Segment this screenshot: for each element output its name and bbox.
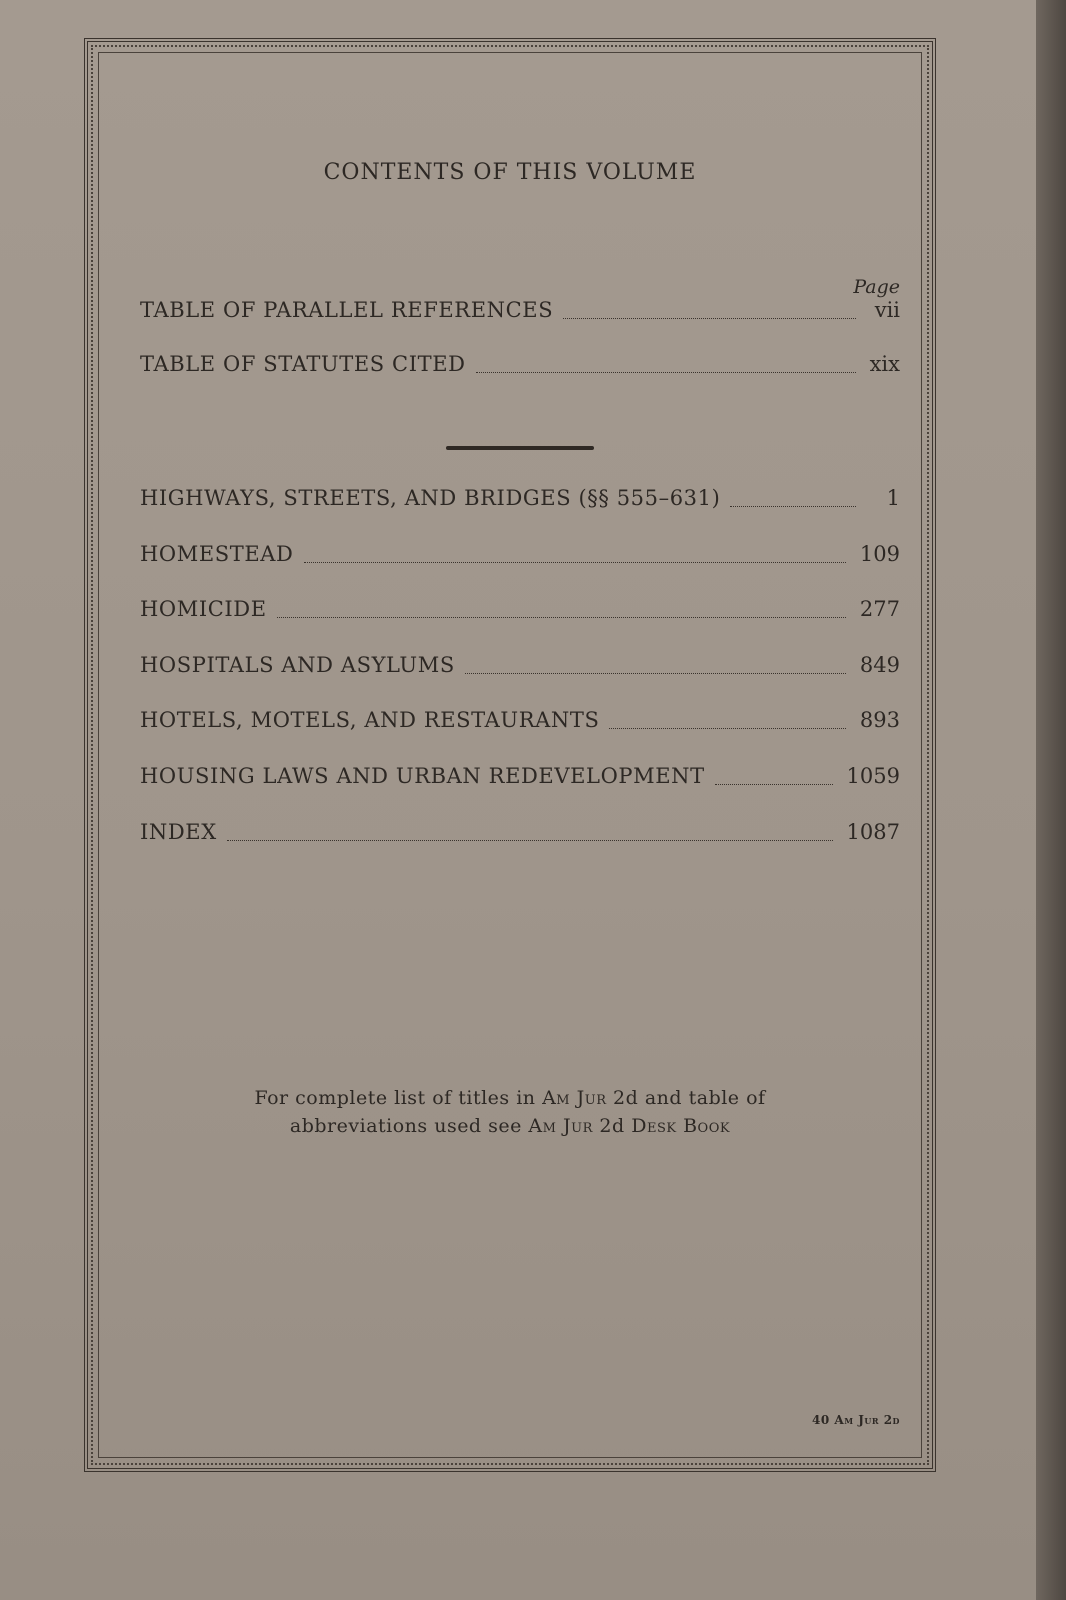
page-column-header: Page <box>853 276 900 298</box>
toc-entry-page: 1059 <box>846 764 900 788</box>
dot-leader <box>730 505 856 507</box>
note-text: abbreviations used see <box>289 1115 522 1137</box>
toc-entry-page: 109 <box>859 542 900 566</box>
toc-entry-label: HOMICIDE <box>140 597 267 621</box>
toc-entry <box>140 352 900 382</box>
toc-entry-label: HOUSING LAWS AND URBAN REDEVELOPMENT <box>140 764 705 788</box>
section-divider-rule <box>446 446 594 450</box>
toc-entry-page: 277 <box>859 597 900 621</box>
toc-entry-page: xix <box>869 352 900 376</box>
toc-entry <box>140 597 900 627</box>
toc-entry-label: HIGHWAYS, STREETS, AND BRIDGES (§§ 555–631) <box>140 486 721 510</box>
toc-entry-page: 893 <box>859 708 900 732</box>
ornamental-border <box>84 38 936 1472</box>
note-line-1 <box>84 1084 936 1112</box>
toc-entry <box>140 653 900 683</box>
am-jur-smallcaps: Am Jur <box>542 1087 607 1109</box>
dot-leader <box>715 783 833 785</box>
inner-border-line <box>98 52 922 1458</box>
dot-leader <box>563 317 856 319</box>
dot-leader <box>304 561 846 563</box>
toc-entry-label: HOSPITALS AND ASYLUMS <box>140 653 455 677</box>
reference-note <box>84 1084 936 1140</box>
am-jur-smallcaps: Am Jur <box>528 1115 593 1137</box>
dot-leader <box>465 672 846 674</box>
toc-entry-page: vii <box>874 298 900 322</box>
toc-entry-label: HOMESTEAD <box>140 542 294 566</box>
volume-footer: 40 Am Jur 2d <box>812 1413 900 1427</box>
toc-entry-page: 849 <box>859 653 900 677</box>
toc-entry <box>140 764 900 794</box>
dot-leader <box>476 371 856 373</box>
note-text: For complete list of titles in <box>254 1087 536 1109</box>
book-spine-edge <box>1036 0 1066 1600</box>
toc-entry-label: TABLE OF STATUTES CITED <box>140 352 466 376</box>
note-line-2 <box>84 1112 936 1140</box>
toc-entry-page: 1 <box>886 486 900 510</box>
toc-entry <box>140 298 900 328</box>
toc-entry-label: HOTELS, MOTELS, AND RESTAURANTS <box>140 708 600 732</box>
toc-entry-label: TABLE OF PARALLEL REFERENCES <box>140 298 554 322</box>
toc-entry <box>140 708 900 738</box>
toc-entry-label: INDEX <box>140 820 217 844</box>
toc-entry-page: 1087 <box>846 820 900 844</box>
note-text: 2d <box>599 1115 625 1137</box>
toc-entry <box>140 542 900 572</box>
toc-entry <box>140 486 900 516</box>
desk-book-smallcaps: Desk Book <box>631 1115 731 1137</box>
dot-leader <box>227 839 833 841</box>
dot-leader <box>609 727 845 729</box>
note-text: 2d and table of <box>613 1087 766 1109</box>
page-title: CONTENTS OF THIS VOLUME <box>323 160 697 185</box>
dot-leader <box>277 616 846 618</box>
toc-entry <box>140 820 900 850</box>
